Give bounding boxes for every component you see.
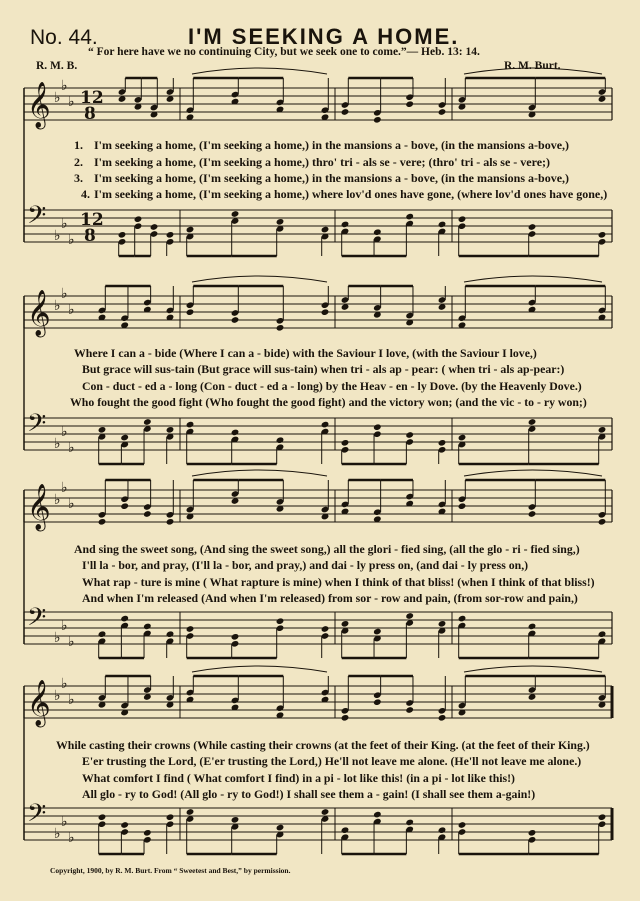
note-head [528, 829, 537, 837]
note-head [341, 221, 350, 229]
flat-icon: ♭ [68, 302, 75, 318]
note-head [150, 223, 159, 231]
verse-2-line-3: I'll la - bor, and pray, (I'll la - bor, and pray,) and dai - ly press on, (and dai - ly press on,) [82, 558, 529, 572]
flat-icon: ♭ [68, 496, 75, 512]
note-head [458, 215, 467, 223]
bass-clef-icon: 𝄢 [27, 603, 47, 638]
composer-credit: R. M. Burt. [504, 60, 561, 72]
time-signature-top: 12 [80, 210, 104, 230]
note-head [276, 824, 285, 832]
verse-2-line-4: E'er trusting the Lord, (E'er trusting the Lord,) He'll not leave me alone. (He'll not leave me alone.) [82, 754, 582, 768]
note-head [405, 706, 414, 714]
slur [192, 276, 327, 282]
note-head [98, 518, 107, 526]
note-head [405, 431, 414, 439]
note-head [143, 418, 152, 426]
note-head [321, 226, 330, 234]
flat-icon: ♭ [61, 480, 68, 496]
note-head [405, 819, 414, 827]
treble-clef-icon: 𝄞 [27, 680, 51, 726]
note-head [98, 630, 107, 638]
note-head [528, 510, 537, 518]
flat-icon: ♭ [54, 228, 61, 244]
note-head [166, 231, 175, 239]
note-head [458, 821, 467, 829]
note-head [231, 210, 240, 218]
flat-icon: ♭ [61, 814, 68, 830]
verse-3-line-2: Con - duct - ed a - long (Con - duct - ed a - long) by the Heav - en - ly Dove. (by the Heavenly Dove.) [82, 379, 582, 393]
treble-clef-icon: 𝄞 [27, 484, 51, 530]
flat-icon: ♭ [68, 634, 75, 650]
copyright-notice: Copyright, 1900, by R. M. Burt. From “ Sweetest and Best,” by permission. [50, 866, 291, 875]
flat-icon: ♭ [54, 90, 61, 106]
verse-4-line-2: Who fought the good fight (Who fought the good fight) and the victory won; (and the vic - to - ry won;) [70, 395, 587, 409]
verse-4-line-1: 4. I'm seeking a home, (I'm seeking a home,) where lov'd ones have gone, (where lov'd ones have gone,) [81, 187, 608, 201]
note-head [321, 421, 330, 429]
note-head [143, 829, 152, 837]
treble-clef-icon: 𝄞 [27, 82, 51, 128]
slur [192, 68, 327, 74]
verse-1-line-1: 1. I'm seeking a home, (I'm seeking a home,) in the mansions a - bove, (in the mansions a-bove,) [74, 138, 570, 152]
flat-icon: ♭ [61, 424, 68, 440]
note-head [458, 434, 467, 442]
note-head [120, 502, 129, 510]
note-head [438, 714, 447, 722]
note-head [438, 826, 447, 834]
flat-icon: ♭ [68, 440, 75, 456]
verse-3-line-1: 3. I'm seeking a home, (I'm seeking a home,) in the mansions a - bove, (in the mansions a-bove,) [74, 171, 570, 185]
note-head [120, 821, 129, 829]
note-head [373, 423, 382, 431]
slur [192, 666, 327, 672]
note-head [438, 439, 447, 447]
note-head [528, 223, 537, 231]
note-head [143, 623, 152, 631]
flat-icon: ♭ [68, 830, 75, 846]
bass-clef-icon: 𝄢 [27, 201, 47, 236]
note-head [186, 625, 195, 633]
note-head [373, 811, 382, 819]
flat-icon: ♭ [54, 492, 61, 508]
note-head [321, 625, 330, 633]
note-head [598, 630, 607, 638]
time-signature-bottom: 8 [84, 226, 96, 246]
note-head [438, 221, 447, 229]
verse-3-line-3: What rap - ture is mine ( What rapture is mine) when I think of that bliss! (when I think of that bliss!) [82, 575, 595, 589]
note-head [120, 615, 129, 623]
time-signature-bottom: 8 [84, 104, 96, 124]
flat-icon: ♭ [61, 676, 68, 692]
note-head [598, 426, 607, 434]
note-head [341, 826, 350, 834]
note-head [341, 714, 350, 722]
bass-clef-icon: 𝄢 [27, 799, 47, 834]
verse-3-line-4: What comfort I find ( What comfort I find) in a pi - lot like this! (in a pi - lot like this!) [82, 771, 515, 785]
note-head [231, 816, 240, 824]
note-head [598, 813, 607, 821]
verse-1-line-4: While casting their crowns (While casting their crowns (at the feet of their King. (at the feet of their King.) [56, 738, 590, 752]
slur [464, 276, 602, 282]
hymn-number: No. 44. [30, 26, 98, 49]
note-head [528, 418, 537, 426]
note-head [186, 308, 195, 316]
slur [192, 470, 327, 476]
slur [464, 470, 602, 476]
note-head [405, 213, 414, 221]
note-head [405, 100, 414, 108]
hymn-title: I'M SEEKING A HOME. [188, 24, 460, 49]
note-head [186, 226, 195, 234]
note-head [438, 620, 447, 628]
note-head [276, 324, 285, 332]
note-head [166, 426, 175, 434]
note-head [276, 436, 285, 444]
note-head [186, 421, 195, 429]
flat-icon: ♭ [54, 298, 61, 314]
flat-icon: ♭ [68, 94, 75, 110]
note-head [276, 617, 285, 625]
note-head [166, 630, 175, 638]
verse-4-line-4: All glo - ry to God! (All glo - ry to God!) I shall see them a - gain! (I shall see them a-gain!) [82, 787, 536, 801]
flat-icon: ♭ [54, 688, 61, 704]
note-head [321, 808, 330, 816]
scripture-epigraph: “ For here have we no continuing City, but we seek one to come.”— Heb. 13: 14. [88, 46, 480, 58]
note-head [373, 698, 382, 706]
slur [464, 68, 602, 74]
time-signature-top: 12 [80, 88, 104, 108]
note-head [231, 429, 240, 437]
note-head [438, 108, 447, 116]
note-head [231, 633, 240, 641]
note-head [373, 116, 382, 124]
flat-icon: ♭ [61, 286, 68, 302]
note-head [231, 316, 240, 324]
flat-icon: ♭ [54, 436, 61, 452]
note-head [528, 623, 537, 631]
note-head [276, 218, 285, 226]
note-head [98, 813, 107, 821]
note-head [118, 231, 127, 239]
note-head [598, 231, 607, 239]
note-head [341, 108, 350, 116]
note-head [373, 628, 382, 636]
note-head [341, 439, 350, 447]
flat-icon: ♭ [54, 826, 61, 842]
flat-icon: ♭ [61, 78, 68, 94]
flat-icon: ♭ [54, 630, 61, 646]
treble-clef-icon: 𝄞 [27, 290, 51, 336]
slur [464, 666, 602, 672]
note-head [186, 808, 195, 816]
note-head [458, 502, 467, 510]
note-head [143, 510, 152, 518]
lyricist-credit: R. M. B. [36, 60, 78, 72]
note-head [321, 308, 330, 316]
note-head [98, 426, 107, 434]
note-head [120, 434, 129, 442]
flat-icon: ♭ [61, 216, 68, 232]
verse-1-line-3: And sing the sweet song, (And sing the sweet song,) all the glori - fied sing, (all the glo - ri - fied sing,) [74, 542, 580, 556]
flat-icon: ♭ [61, 618, 68, 634]
bass-clef-icon: 𝄢 [27, 409, 47, 444]
flat-icon: ♭ [68, 692, 75, 708]
note-head [166, 518, 175, 526]
verse-2-line-1: 2. I'm seeking a home, (I'm seeking a home,) thro' tri - als se - vere; (thro' tri - als se - vere;) [74, 155, 551, 169]
verse-2-line-2: But grace will sus-tain (But grace will sus-tain) when tri - als ap - pear: ( when tri - als ap-pear:) [82, 362, 565, 376]
verse-1-line-2: Where I can a - bide (Where I can a - bide) with the Saviour I love, (with the Saviour I love,) [74, 346, 537, 360]
note-head [134, 215, 143, 223]
flat-icon: ♭ [68, 232, 75, 248]
note-head [166, 813, 175, 821]
note-head [405, 612, 414, 620]
note-head [598, 518, 607, 526]
note-head [373, 228, 382, 236]
verse-4-line-3: And when I'm released (And when I'm released) from sor - row and pain, (from sor-row and pain,) [82, 591, 578, 605]
note-head [341, 620, 350, 628]
note-head [458, 615, 467, 623]
